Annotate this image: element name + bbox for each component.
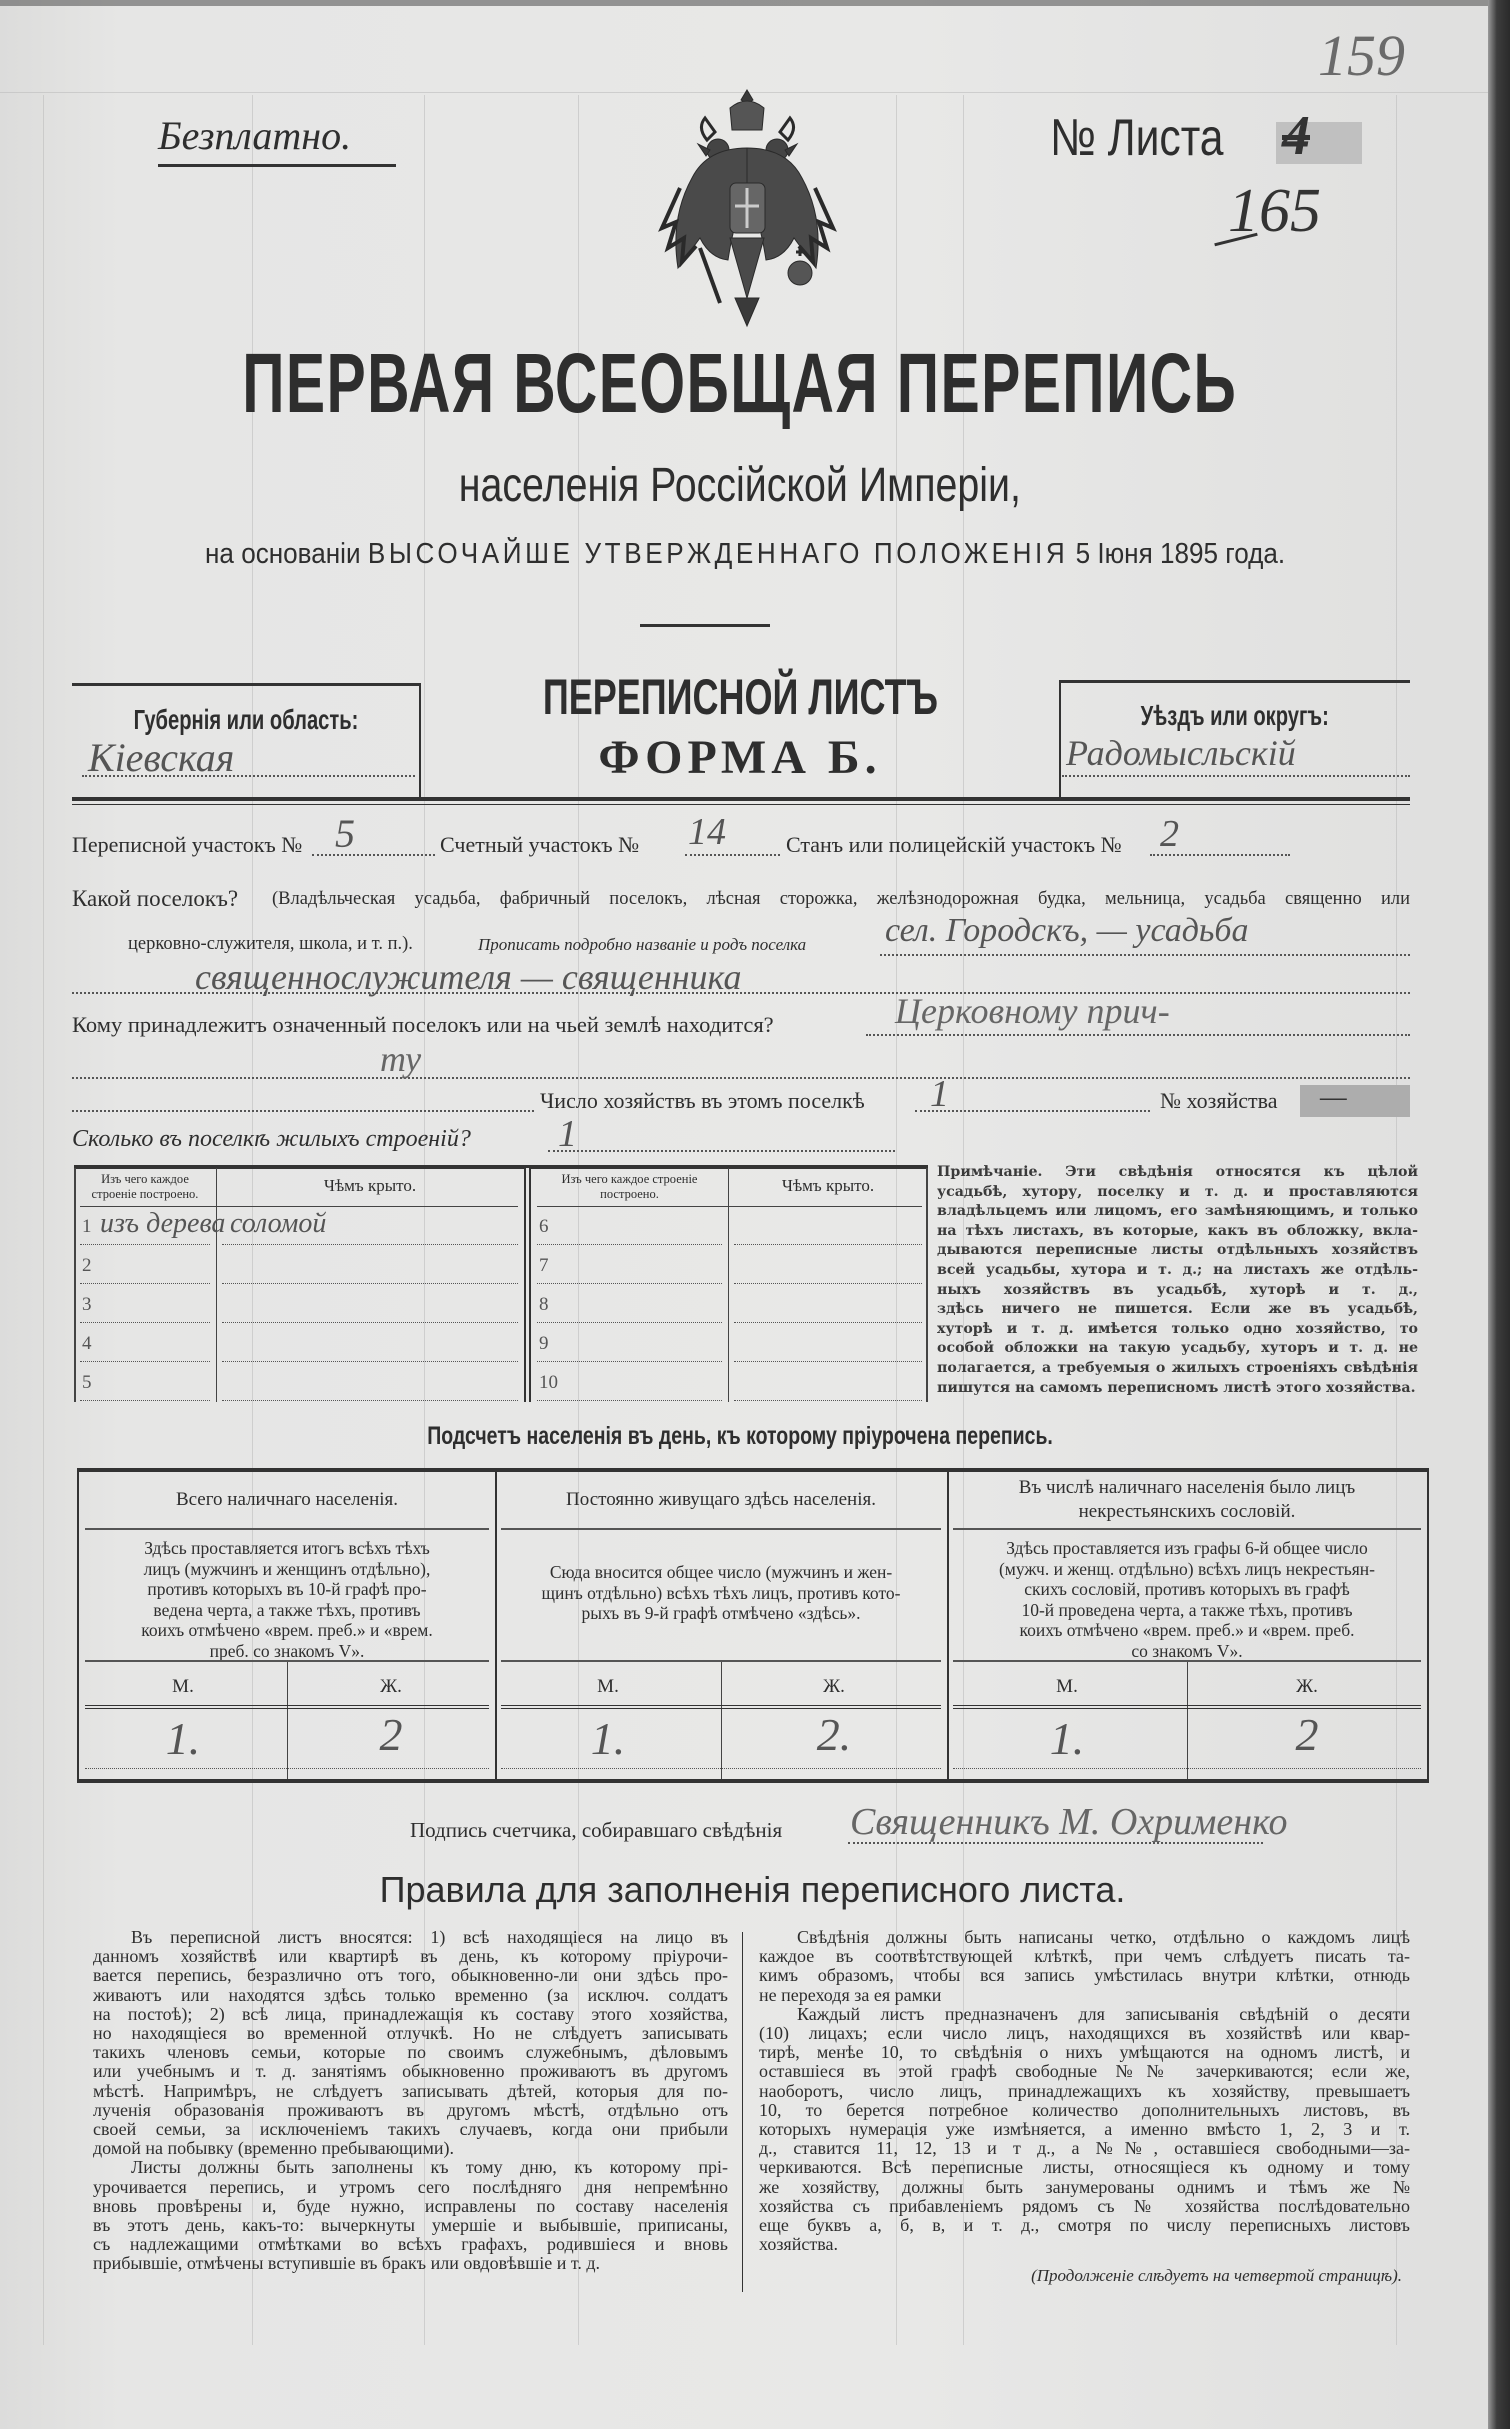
row-number: 7 [539, 1255, 549, 1276]
settlement-hint-1: (Владѣльческая усадьба, фабричный поселокъ, лѣсная сторожка, желѣзнодорожная будка, мельница, усадьба священно или [272, 889, 1410, 909]
text-line: домой на побывку (временно пребывающими). [93, 2138, 455, 2159]
text-line: хозяйства. [759, 2234, 838, 2255]
female-label: Ж. [380, 1676, 402, 1697]
table-row [74, 1286, 524, 1325]
text-line: наоборотъ, число лицъ, принадлежащихъ къ хозяйству, превышаетъ [759, 2080, 1410, 2101]
text-line: еще буквъ а, б, в, и т. д., смотря по числу переписныхъ листовъ [759, 2215, 1410, 2236]
row-number: 4 [82, 1333, 92, 1354]
text-line: особой обложки на такую усадьбу, хуторъ и т. д. не [937, 1340, 1418, 1357]
male-count[interactable]: 1. [590, 1713, 626, 1764]
row-number: 3 [82, 1294, 92, 1315]
police-district-value: 2 [1160, 813, 1179, 855]
free-label: Безплатно. [158, 113, 352, 158]
text-line: Въ переписной листъ вносятся: 1) всѣ находящіеся на лицо въ [131, 1927, 728, 1947]
census-district-label: Переписной участокъ № [72, 832, 303, 857]
households-leading-line [72, 1110, 534, 1112]
title-text: ПЕРВАЯ ВСЕОБЩАЯ ПЕРЕПИСЬ [242, 336, 1238, 430]
text-line: владѣльцемъ или лицомъ, его замѣняющимъ, и только [937, 1203, 1418, 1220]
uezd-field-line [1062, 775, 1410, 777]
table-rule [531, 1168, 928, 1169]
text-line: хуторѣ и т. д. имѣется только одно хозяйство, то [937, 1320, 1418, 1337]
text-line: Листы должны быть заполнены къ тому дню, къ которому прі- [131, 2157, 728, 2178]
row-line [537, 1361, 722, 1362]
rules-title: Правила для заполненія переписного листа. [379, 1869, 1126, 1910]
row-number: 5 [82, 1372, 92, 1393]
text-line: вновь провѣрены и, буде нужно, исправлены по составу населенія [93, 2195, 728, 2216]
material-header: Изъ чего каждое строеніе построено. [91, 1172, 199, 1201]
households-value: 1 [930, 1073, 949, 1115]
legal-basis [0, 536, 1490, 572]
free-label-underline [158, 164, 396, 167]
values-line [501, 1768, 941, 1769]
population-column-description: Сюда вносится общее число (мужчинъ и жен- щинъ отдѣльно) всѣхъ тѣхъ лицъ, противъ кото- рыхъ въ 9-й графѣ отмѣчено «здѣсь». [541, 1562, 901, 1623]
material-header: Изъ чего каждое строеніе построено. [561, 1172, 698, 1201]
text-line: не переходя за ея рамки [759, 1984, 942, 2005]
text-line: хозяйства съ прибавленіемъ рядомъ съ № хозяйства послѣдовательно [759, 2195, 1410, 2216]
box-rule [72, 683, 420, 686]
uezd-label [1060, 700, 1410, 732]
text-line: мѣстѣ. Напримѣръ, не слѣдуетъ записывать дѣтей, которыя для по- [93, 2080, 728, 2101]
text-line: д., ставится 11, 12, 13 и т д., а №№, оставшіеся свободными—за- [759, 2138, 1410, 2159]
owner-value-1: Церковному прич- [895, 991, 1170, 1031]
header-rule [85, 1528, 489, 1530]
row-number: 2 [82, 1255, 92, 1276]
scan-right-edge [1488, 0, 1510, 2429]
row-line [222, 1244, 518, 1245]
text-line: Свѣдѣнія должны быть написаны четко, отдѣльно о каждомъ лицѣ [797, 1927, 1410, 1947]
text-line: лученія образованія проживаютъ въ другомъ мѣстѣ, отдѣльно отъ [93, 2099, 728, 2120]
population-column-title: Всего наличнаго населенія. [175, 1489, 399, 1510]
text-line: на тѣхъ листахъ, въ которые, какъ въ обложку, вкла- [937, 1222, 1418, 1239]
guberniya-value: Кіевская [88, 735, 235, 780]
text-line: данномъ хозяйствѣ или квартирѣ въ день, къ которому пріурочи- [93, 1946, 728, 1967]
police-district-label: Станъ или полицейскій участокъ № [786, 832, 1122, 857]
buildings-table [74, 1165, 928, 1402]
basis-prefix: на основаніи [204, 538, 361, 570]
text-line: вается перепись, безразлично отъ того, обыкновенно-ли они здѣсь про- [93, 1965, 728, 1986]
population-heading-text: Подсчетъ населенія въ день, къ которому пріурочена перепись. [427, 1422, 1053, 1450]
text-line: въ этотъ день, какъ-то: вычеркнуты умершіе и выбывшіе, приписаны, [93, 2215, 728, 2236]
buildings-field[interactable] [548, 1150, 895, 1152]
settlement-value-1: сел. Городскъ, — усадьба [885, 912, 1249, 949]
text-line: оставшіеся въ этой графѣ свободные №№ зачеркиваются; если же, [759, 2061, 1410, 2082]
households-label: Число хозяйствъ въ этомъ поселкѣ [540, 1088, 865, 1113]
text-line: но находящіеся во временной отлучкѣ. Но не слѣдуетъ записывать [93, 2023, 728, 2044]
settlement-label: Какой поселокъ? [72, 886, 239, 911]
subtitle [0, 458, 1480, 514]
table-row [74, 1325, 524, 1364]
material-cell[interactable]: изъ дерева [100, 1208, 226, 1239]
uezd-value: Радомысльскій [1066, 733, 1296, 773]
text-line: Примѣчаніе. Эти свѣдѣнія относятся къ цѣлой [937, 1164, 1418, 1180]
text-line: каждое въ соотвѣтствующей клѣткѣ, при чемъ слѣдуетъ писать та- [759, 1946, 1410, 1967]
sheet-number-crossed: 4 [1282, 105, 1310, 167]
table-row [531, 1247, 928, 1286]
population-heading [300, 1422, 1180, 1451]
table-row [74, 1247, 524, 1286]
table-border [74, 1168, 76, 1402]
page-title [0, 338, 1480, 428]
text-line: ныхъ хозяйствъ въ усадьбѣ, хуторѣ и т. д., [937, 1281, 1418, 1298]
text-line: которыхъ нумерація уже измѣняется, а именно вмѣсто 1, 2, 3 и т. [759, 2119, 1410, 2140]
row-line [537, 1400, 722, 1401]
female-label: Ж. [823, 1676, 845, 1697]
text-line: или учебнымъ и т. д. занятіямъ обыкновенно проживаютъ въ другомъ [93, 2061, 728, 2082]
divider [640, 624, 770, 627]
row-line [222, 1400, 518, 1401]
row-number: 8 [539, 1294, 549, 1315]
rules-continuation: (Продолженіе слѣдуетъ на четвертой страницѣ). [1031, 2266, 1402, 2285]
text-line: 10, то берется потребное количество дополнительныхъ листовъ, въ [759, 2099, 1410, 2120]
male-label: М. [172, 1676, 194, 1697]
row-line [734, 1322, 922, 1323]
table-row [531, 1286, 928, 1325]
roof-header: Чѣмъ крыто. [781, 1176, 875, 1195]
rules-left-column [93, 1928, 728, 2274]
owner-field-1[interactable] [866, 1034, 1410, 1036]
box-rule [1060, 680, 1410, 683]
female-label: Ж. [1296, 1676, 1318, 1697]
text-line: дываются переписные листы отдѣльныхъ хозяйствъ [937, 1242, 1418, 1259]
text-line: урочивается перепись, и утромъ сего послѣдняго дня непремѣнно [93, 2176, 728, 2197]
text-line: усадьбѣ, хутору, поселку и т. д. и проставляются [937, 1183, 1418, 1200]
census-district-field[interactable] [312, 854, 435, 856]
text-line: тирѣ, менѣе 10, то свѣдѣнія о нихъ умѣщаются на одномъ листѣ, и [759, 2042, 1410, 2063]
header-rule [80, 1206, 518, 1207]
row-line [734, 1244, 922, 1245]
buildings-value: 1 [558, 1113, 577, 1155]
settlement-instruction: Прописать подробно названіе и родъ поселка [478, 935, 807, 954]
text-line: пишутся на самомъ переписномъ листѣ этого хозяйства. [937, 1379, 1416, 1396]
population-column-description: Здѣсь проставляется изъ графы 6-й общее число (мужч. и женщ. отдѣльно) всѣхъ лицъ некрестьян- скихъ сословій, противъ которыхъ въ графѣ 10-й проведена черта, а также тѣхъ, противъ коихъ отмѣчено «врем. преб.» и «врем. преб. со знакомъ V». [998, 1538, 1375, 1661]
row-line [80, 1400, 210, 1401]
table-row [531, 1325, 928, 1364]
basis-caps: ВЫСОЧАЙШЕ УТВЕРЖДЕННАГО ПОЛОЖЕНІЯ [367, 538, 1069, 570]
values-line [953, 1768, 1421, 1769]
signature-value: Священникъ М. Охрименко [850, 1801, 1288, 1843]
sheet-label-text: № Листа [1050, 109, 1224, 167]
scan-top-edge [0, 0, 1490, 6]
row-line [537, 1244, 722, 1245]
double-divider [529, 1168, 531, 1402]
buildings-label: Сколько въ поселкѣ жилыхъ строеній? [72, 1126, 471, 1152]
guberniya-label [72, 704, 420, 736]
table-row [74, 1208, 524, 1247]
double-divider [524, 1168, 526, 1402]
values-line [85, 1768, 489, 1769]
text-line: здѣсь ничего не пишется. Если же въ усадьбѣ, [937, 1301, 1418, 1318]
row-number: 10 [539, 1372, 558, 1393]
row-number: 9 [539, 1333, 549, 1354]
male-count[interactable]: 1. [1049, 1713, 1085, 1764]
sheet-number-label [1050, 108, 1262, 168]
settlement-hint-2: церковно-служителя, школа, и т. п.). [128, 934, 413, 954]
guberniya-label-text: Губернія или область: [133, 704, 359, 735]
text-line: кимъ образомъ, чтобы вся запись умѣстилась внутри клѣтки, отнюдь [759, 1965, 1410, 1986]
male-label: М. [1056, 1676, 1078, 1697]
text-line: полагается, а требуемыя о жилыхъ строеніяхъ свѣдѣнія [937, 1359, 1418, 1376]
row-line [222, 1283, 518, 1284]
form-title [420, 668, 1060, 726]
note-block [937, 1163, 1418, 1398]
rules-column-divider [742, 1932, 743, 2292]
row-line [80, 1283, 210, 1284]
count-district-field[interactable] [685, 854, 780, 856]
row-line [222, 1361, 518, 1362]
row-number: 6 [539, 1216, 549, 1237]
signature-label: Подпись счетчика, собиравшаго свѣдѣнія [410, 1818, 783, 1842]
row-line [537, 1283, 722, 1284]
header-rule [501, 1528, 941, 1530]
row-line [537, 1322, 722, 1323]
female-count[interactable]: 2 [1295, 1709, 1319, 1760]
row-line [80, 1244, 210, 1245]
population-column-title: Постоянно живущаго здѣсь населенія. [566, 1489, 876, 1510]
text-line: своей семьи, за исключеніемъ такихъ случаевъ, когда они прибыли [93, 2119, 728, 2140]
bleed-through-line [43, 95, 44, 2345]
text-line: всей усадьбы, хутора и т. д.; на листахъ же отдѣль- [937, 1261, 1418, 1278]
population-column-title: Въ числѣ наличнаго населенія было лицъ некрестьянскихъ сословій. [1018, 1477, 1356, 1522]
archive-page-number: 159 [1318, 23, 1405, 88]
row-line [80, 1361, 210, 1362]
text-line: такихъ членовъ семьи, которые по своимъ служебнымъ, дѣловымъ [93, 2042, 728, 2063]
table-rule [74, 1168, 524, 1169]
text-line: живаютъ или находятся здѣсь только временно (за исключ. солдатъ [93, 1984, 728, 2005]
text-line: на постоѣ); 2) всѣ лица, принадлежащія къ составу этого хозяйства, [93, 2003, 728, 2024]
household-no-box[interactable] [1300, 1085, 1410, 1117]
row-number: 1 [82, 1216, 92, 1237]
table-row [531, 1208, 928, 1247]
owner-field-2[interactable] [72, 1077, 1410, 1079]
female-count[interactable]: 2 [379, 1709, 403, 1760]
owner-label: Кому принадлежитъ означенный поселокъ или на чьей землѣ находится? [72, 1012, 774, 1037]
row-line [222, 1322, 518, 1323]
box-rule [72, 804, 1410, 805]
male-label: М. [597, 1676, 619, 1697]
header-rule [953, 1528, 1421, 1530]
settlement-value-2: священнослужителя — священника [195, 957, 742, 997]
rules-right-column [759, 1928, 1410, 2254]
uezd-label-text: Уѣздъ или округъ: [1140, 700, 1330, 731]
row-line [734, 1361, 922, 1362]
row-line [734, 1283, 922, 1284]
settlement-field-1[interactable] [880, 954, 1410, 956]
table-row [531, 1364, 928, 1403]
header-rule [537, 1206, 922, 1207]
imperial-eagle-emblem [650, 88, 845, 328]
household-no-value: — [1320, 1080, 1347, 1113]
households-field[interactable] [915, 1110, 1150, 1112]
text-line: прибывшіе, отмѣчены вступившіе въ бракъ или овдовѣвшіе и т. д. [93, 2253, 600, 2274]
roof-header: Чѣмъ крыто. [323, 1176, 417, 1195]
guberniya-field-line [82, 775, 415, 777]
table-border [926, 1168, 928, 1402]
table-row [74, 1364, 524, 1403]
population-table [77, 1468, 1429, 1783]
count-district-value: 14 [688, 811, 726, 853]
female-count[interactable]: 2. [816, 1709, 852, 1760]
census-district-value: 5 [335, 811, 355, 856]
population-column-description: Здѣсь проставляется итогъ всѣхъ тѣхъ лицъ (мужчинъ и женщинъ отдѣльно), противъ которыхъ въ 10-й графѣ про- ведена черта, а также тѣхъ, противъ коихъ отмѣчено «врем. преб.» и «врем. преб. со знакомъ V». [141, 1538, 433, 1661]
sheet-number-value: 165 [1228, 177, 1321, 245]
roof-cell[interactable]: соломой [230, 1208, 327, 1239]
text-line: Каждый листъ предназначенъ для записыванія свѣдѣній о десяти [797, 2003, 1410, 2024]
text-line: же хозяйству, должны быть занумерованы однимъ и тѣмъ же № [759, 2176, 1410, 2197]
count-district-label: Счетный участокъ № [440, 832, 640, 857]
text-line: (10) лицахъ; если число лицъ, находящихся въ хозяйствѣ или квар- [759, 2023, 1410, 2044]
text-line: съ надлежащими отмѣтками во всѣхъ графахъ, родившіеся и вновь [93, 2234, 728, 2255]
subtitle-text: населенія Россійской Имперіи, [458, 459, 1022, 512]
household-no-label: № хозяйства [1160, 1088, 1278, 1113]
row-line [734, 1400, 922, 1401]
male-count[interactable]: 1. [165, 1713, 201, 1764]
form-label: ФОРМА Б. [598, 731, 882, 784]
owner-value-2: ту [380, 1039, 422, 1079]
form-title-text: ПЕРЕПИСНОЙ ЛИСТЪ [542, 669, 938, 725]
box-rule [72, 797, 1410, 801]
text-line: черкиваются. Всѣ переписные листы, относящіеся къ одному и тому [759, 2157, 1410, 2178]
row-line [80, 1322, 210, 1323]
basis-date: 5 Іюня 1895 года. [1075, 538, 1286, 570]
